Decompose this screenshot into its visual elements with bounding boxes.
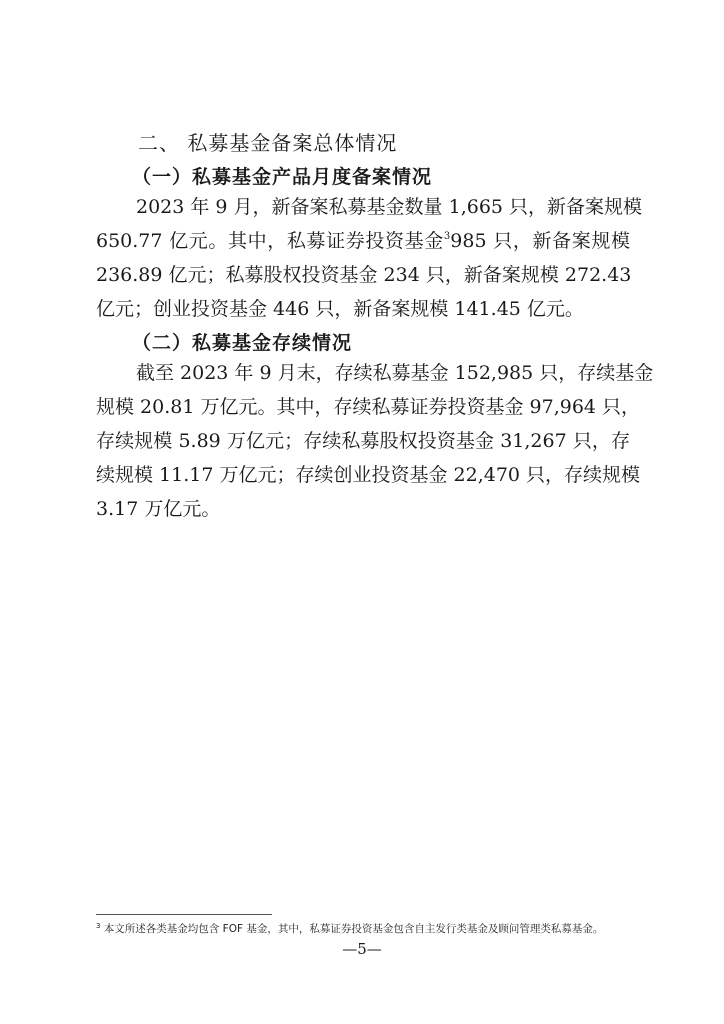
footnote-marker: 3 <box>96 922 101 930</box>
subsection-title-outstanding: （二）私募基金存续情况 <box>132 332 353 354</box>
footnote-text: 本文所述各类基金均包含 FOF 基金，其中，私募证券投资基金包含自主发行类基金及顾问管理类私募基金。 <box>103 923 604 935</box>
paragraph-line: 存续规模 5.89 万亿元；存续私募股权投资基金 31,267 只，存 <box>96 430 630 452</box>
paragraph-line: 3.17 万亿元。 <box>96 498 221 520</box>
paragraph-line: 亿元；创业投资基金 446 只，新备案规模 141.45 亿元。 <box>96 298 584 320</box>
footnote-reference: 3 <box>443 231 451 242</box>
subsection-title-monthly-filing: （一）私募基金产品月度备案情况 <box>132 166 433 188</box>
paragraph-outstanding <box>96 356 654 526</box>
paragraph-line: 2023 年 9 月，新备案私募基金数量 1,665 只，新备案规模 <box>136 196 643 218</box>
page-number: —5— <box>342 940 382 958</box>
footnote <box>96 921 636 936</box>
section-title: 二、 私募基金备案总体情况 <box>138 131 398 155</box>
paragraph-line: 续规模 11.17 万亿元；存续创业投资基金 22,470 只，存续规模 <box>96 464 641 486</box>
paragraph-monthly-filing <box>96 190 643 326</box>
footnote-divider <box>96 914 272 915</box>
paragraph-line: 650.77 亿元。其中，私募证券投资基金$^3$985 只，新备案规模 <box>96 230 630 252</box>
paragraph-line: 236.89 亿元；私募股权投资基金 234 只，新备案规模 272.43 <box>96 264 632 286</box>
paragraph-line: 规模 20.81 万亿元。其中，存续私募证券投资基金 97,964 只， <box>96 396 641 418</box>
paragraph-line: 截至 2023 年 9 月末，存续私募基金 152,985 只，存续基金 <box>136 362 654 384</box>
